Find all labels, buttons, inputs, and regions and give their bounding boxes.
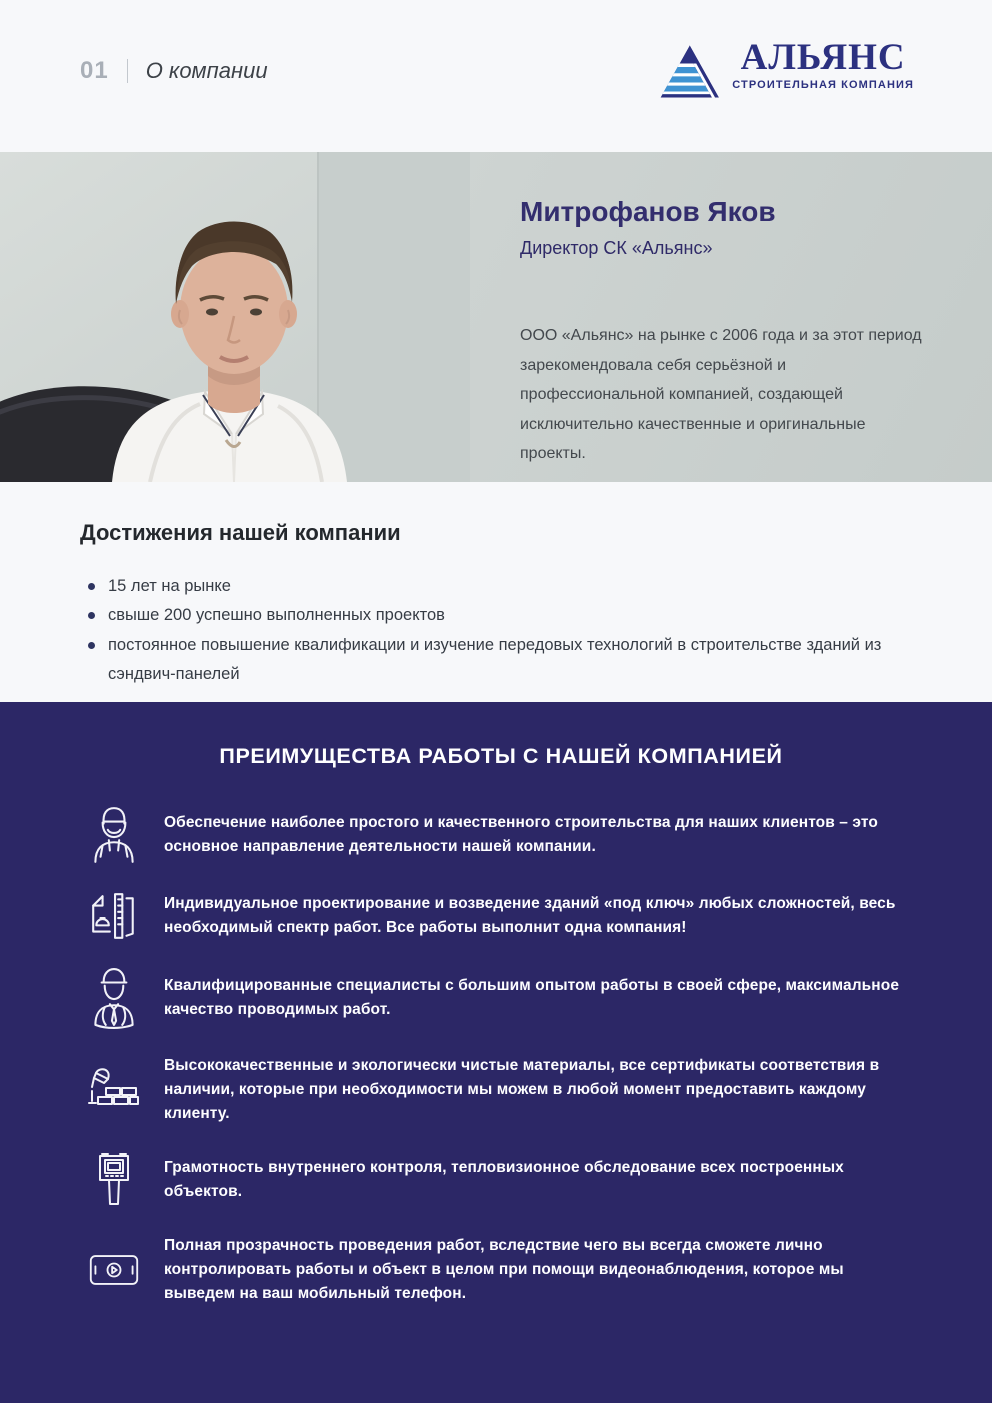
phone-video-icon [88, 1251, 140, 1289]
director-intro [520, 196, 930, 469]
achievements-heading: Достижения нашей компании [80, 520, 401, 545]
list-item: постоянное повышение квалификации и изучение передовых технологий в строительстве зданий из сэндвич-панелей [80, 631, 910, 690]
company-logo [656, 36, 914, 108]
director-photo [0, 152, 470, 487]
logo-name: АЛЬЯНС [740, 36, 906, 78]
logo-text [732, 36, 914, 91]
page-header [0, 0, 992, 152]
advantages-list [88, 805, 914, 1306]
advantage-text: Обеспечение наиболее простого и качественного строительства для наших клиентов – это основное направление деятельности нашей компании. [164, 813, 878, 855]
blueprint-ruler-icon [88, 890, 140, 942]
company-description: ООО «Альянс» на рынке с 2006 года и за этот период зарекомендовала себя серьёзной и профессиональной компанией, создающей исключительно качественные и оригинальные проекты. [520, 327, 922, 463]
director-name: Митрофанов Яков [520, 196, 776, 227]
section-number: 01 [80, 57, 109, 84]
advantage-text: Высококачественные и экологически чистые материалы, все сертификаты соответствия в наличии, которые при необходимости мы можем в любой момент предоставить каждому клиенту. [164, 1057, 880, 1123]
breadcrumb [80, 57, 268, 85]
list-item: 15 лет на рынке [80, 572, 910, 601]
advantage-row [88, 1151, 914, 1209]
advantage-row [88, 805, 914, 865]
advantage-text: Индивидуальное проектирование и возведение зданий «под ключ» любых сложностей, весь необходимый спектр работ. Все работы выполнит одна компания! [164, 894, 896, 936]
director-hero-band [0, 152, 992, 482]
advantage-text: Грамотность внутреннего контроля, тепловизионное обследование всех построенных объектов. [164, 1159, 844, 1201]
director-title: Директор СК «Альянс» [520, 238, 713, 258]
pyramid-logo-icon [656, 39, 720, 108]
worker-icon [88, 805, 140, 865]
advantages-section [0, 702, 992, 1403]
page-title: О компании [145, 58, 268, 83]
advantages-heading: ПРЕИМУЩЕСТВА РАБОТЫ С НАШЕЙ КОМПАНИЕЙ [219, 744, 783, 768]
advantage-row [88, 1234, 914, 1306]
advantage-row [88, 967, 914, 1029]
advantage-row [88, 1054, 914, 1126]
bricks-trowel-icon [88, 1064, 140, 1116]
advantage-text: Квалифицированные специалисты с большим опытом работы в своей сфере, максимальное качество проводимых работ. [164, 976, 900, 1018]
achievements-list [80, 572, 912, 689]
advantage-text: Полная прозрачность проведения работ, вследствие чего вы всегда сможете лично контролировать работы и объект в целом при помощи видеонаблюдения, которое мы выведем на ваш мобильный телефон. [164, 1237, 844, 1303]
list-item: свыше 200 успешно выполненных проектов [80, 601, 910, 630]
divider [127, 59, 128, 83]
thermal-camera-icon [88, 1151, 140, 1209]
advantage-row [88, 890, 914, 942]
logo-subtitle: СТРОИТЕЛЬНАЯ КОМПАНИЯ [732, 78, 914, 91]
specialist-icon [88, 967, 140, 1029]
achievements-section [0, 482, 992, 702]
